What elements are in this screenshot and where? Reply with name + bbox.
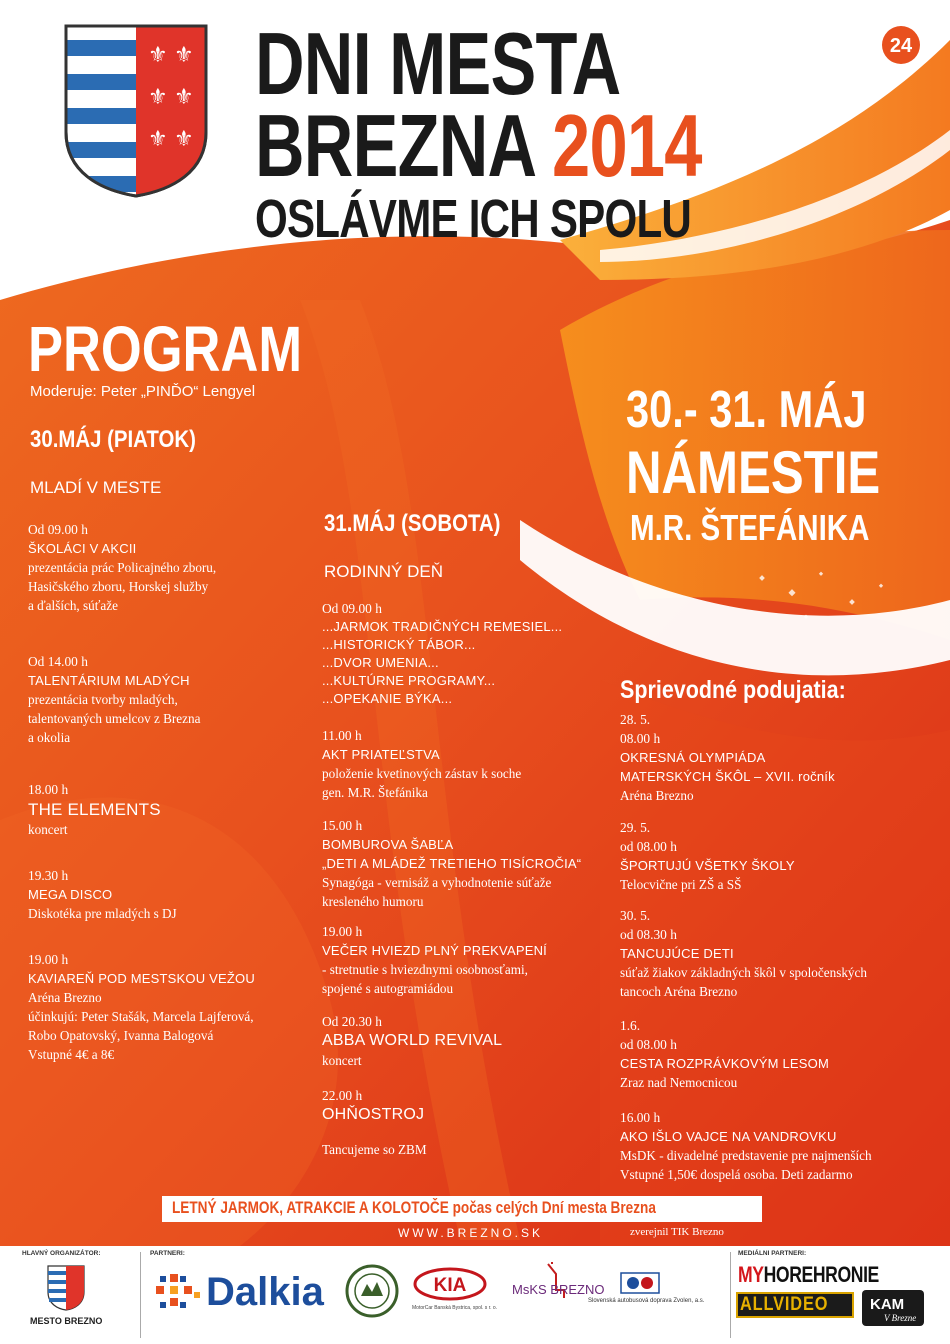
- event-detail: spojené s autogramiádou: [322, 981, 454, 996]
- mesto-brezno-crest-icon: [46, 1264, 86, 1312]
- event-time: 22.00 h: [322, 1088, 363, 1103]
- strip-divider: [140, 1252, 141, 1338]
- day2-heading: 31.MÁJ (SOBOTA): [324, 510, 501, 537]
- day2-subtitle: RODINNÝ DEŇ: [324, 562, 444, 581]
- msks-text: MsKS BREZNO: [512, 1282, 605, 1297]
- event-detail: a ďalších, súťaže: [28, 598, 118, 613]
- event-detail: talentovaných umelcov z Brezna: [28, 711, 201, 726]
- event-name: MEGA DISCO: [28, 887, 113, 902]
- event-detail: tancoch Aréna Brezno: [620, 984, 738, 999]
- event-dates: 30.- 31. MÁJ: [626, 381, 867, 439]
- event-detail: gen. M.R. Štefánika: [322, 785, 428, 800]
- kia-logo-icon: [412, 1266, 488, 1302]
- myh-my: MY: [738, 1262, 764, 1287]
- event-time: 15.00 h: [322, 818, 363, 833]
- event-date: 28. 5.: [620, 712, 651, 727]
- day2-event-7: [322, 1140, 427, 1159]
- event-date: 29. 5.: [620, 820, 651, 835]
- event-date: 30. 5.: [620, 908, 651, 923]
- event-name: CESTA ROZPRÁVKOVÝM LESOM: [620, 1056, 829, 1071]
- day1-event-1: [28, 520, 216, 615]
- event-name: OKRESNÁ OLYMPIÁDA: [620, 750, 766, 765]
- event-time: od 08.00 h: [620, 1037, 677, 1052]
- event-detail: Vstupné 4€ a 8€: [28, 1047, 115, 1062]
- svg-text:⚜: ⚜: [174, 127, 194, 152]
- svg-text:⚜: ⚜: [148, 43, 168, 68]
- event-time: 19.00 h: [322, 924, 363, 939]
- published-by: zverejnil TIK Brezno: [630, 1226, 724, 1238]
- event-time: 19.00 h: [28, 952, 69, 967]
- side-events-heading: Sprievodné podujatia:: [620, 676, 846, 704]
- myh-horehronie: HOREHRONIE: [763, 1262, 879, 1287]
- 24-logo-icon: [880, 24, 922, 66]
- kam-text: KAM: [870, 1296, 905, 1313]
- svg-text:⚜: ⚜: [174, 85, 194, 110]
- event-time: 18.00 h: [28, 782, 69, 797]
- event-detail: Telocvične pri ZŠ a SŠ: [620, 877, 742, 892]
- msks-logo-icon: [508, 1260, 605, 1322]
- strip-divider: [730, 1252, 731, 1338]
- side-event-5: [620, 1108, 872, 1184]
- title-slogan: OSLÁVME ICH SPOLU: [255, 189, 692, 249]
- event-time: Od 20.30 h: [322, 1014, 382, 1029]
- event-time: 08.00 h: [620, 731, 661, 746]
- day2-event-6: [322, 1086, 424, 1125]
- event-detail: Aréna Brezno: [28, 990, 102, 1005]
- event-detail: kresleného humoru: [322, 894, 424, 909]
- event-name: VEČER HVIEZD PLNÝ PREKVAPENÍ: [322, 943, 547, 958]
- event-detail: MsDK - divadelné predstavenie pre najmenších: [620, 1148, 872, 1163]
- organizer-name: MESTO BREZNO: [30, 1316, 103, 1326]
- event-time: Od 14.00 h: [28, 654, 88, 669]
- sad-logo-icon: [620, 1272, 660, 1294]
- event-detail: účinkujú: Peter Stašák, Marcela Lajferová,: [28, 1009, 254, 1024]
- event-detail: prezentácia tvorby mladých,: [28, 692, 178, 707]
- day2-event-3: [322, 816, 581, 911]
- event-name: TANCUJÚCE DETI: [620, 946, 734, 961]
- event-name: ŠKOLÁCI V AKCII: [28, 541, 137, 556]
- event-time: Od 09.00 h: [322, 601, 382, 616]
- poster-title: [255, 14, 815, 249]
- myhorehronie-logo: [738, 1262, 879, 1288]
- event-date: 1.6.: [620, 1018, 641, 1033]
- moderator-text: Moderuje: Peter „PINĎO“ Lengyel: [30, 383, 256, 400]
- event-time: od 08.00 h: [620, 839, 677, 854]
- seal-logo-icon: [345, 1264, 399, 1318]
- day1-event-5: [28, 950, 255, 1064]
- event-name: TALENTÁRIUM MLADÝCH: [28, 673, 190, 688]
- day1-event-2: [28, 652, 200, 747]
- event-name: THE ELEMENTS: [28, 800, 161, 819]
- event-detail: koncert: [28, 822, 68, 837]
- event-name: AKT PRIATEĽSTVA: [322, 747, 440, 762]
- venue-name: NÁMESTIE: [626, 439, 881, 506]
- venue-subname: M.R. ŠTEFÁNIKA: [630, 507, 870, 548]
- event-detail: ...OPEKANIE BÝKA...: [322, 691, 453, 706]
- day1-event-4: [28, 866, 177, 923]
- event-detail: MATERSKÝCH ŠKÔL – XVII. ročník: [620, 769, 835, 784]
- event-detail: a okolia: [28, 730, 71, 745]
- banner-bold: LETNÝ JARMOK, ATRAKCIE A KOLOTOČE: [172, 1198, 449, 1217]
- svg-text:⚜: ⚜: [148, 127, 168, 152]
- event-name: AKO IŠLO VAJCE NA VANDROVKU: [620, 1129, 837, 1144]
- partners-label: PARTNERI:: [150, 1250, 185, 1257]
- event-detail: Synagóga - vernisáž a vyhodnotenie súťaže: [322, 875, 552, 890]
- dalkia-name: Dalkia: [206, 1270, 324, 1314]
- event-detail: Vstupné 1,50€ dospelá osoba. Deti zadarmo: [620, 1167, 853, 1182]
- event-detail: Tancujeme so ZBM: [322, 1142, 427, 1157]
- event-detail: Zraz nad Nemocnicou: [620, 1075, 738, 1090]
- day2-event-2: [322, 726, 521, 802]
- side-event-3: [620, 906, 867, 1001]
- fair-banner-text: [172, 1198, 656, 1218]
- event-detail: prezentácia prác Policajného zboru,: [28, 560, 217, 575]
- badge-24-text: 24: [889, 35, 913, 57]
- title-line-1: DNI MESTA: [255, 14, 621, 113]
- event-detail: - stretnutie s hviezdnymi osobnosťami,: [322, 962, 528, 977]
- day1-event-3: [28, 780, 161, 839]
- event-time: 16.00 h: [620, 1110, 661, 1125]
- day2-event-1: [322, 600, 562, 708]
- day1-heading: 30.MÁJ (PIATOK): [30, 426, 196, 453]
- title-year: 2014: [552, 96, 702, 195]
- kam-sub: V Brezne: [884, 1313, 917, 1323]
- kam-v-brezne-logo-icon: [862, 1290, 924, 1326]
- kia-dealer: MotorCar Banská Bystrica, spol. s r. o.: [412, 1305, 498, 1311]
- event-time: od 08.30 h: [620, 927, 677, 942]
- brezno-crest-icon: [62, 22, 210, 198]
- day2-event-4: [322, 922, 547, 998]
- kia-text: KIA: [433, 1275, 467, 1296]
- allvideo-text: ALLVIDEO: [740, 1294, 829, 1315]
- event-detail: Aréna Brezno: [620, 788, 694, 803]
- side-event-1: [620, 710, 835, 805]
- event-name: OHŇOSTROJ: [322, 1106, 425, 1123]
- event-detail: ...KULTÚRNE PROGRAMY...: [322, 673, 496, 688]
- organizer-label: HLAVNÝ ORGANIZÁTOR:: [22, 1250, 101, 1257]
- event-time: 11.00 h: [322, 728, 362, 743]
- event-name: KAVIAREŇ POD MESTSKOU VEŽOU: [28, 971, 255, 986]
- sad-name: Slovenská autobusová doprava Zvolen, a.s.: [588, 1298, 705, 1304]
- side-event-2: [620, 818, 795, 894]
- title-brezna: BREZNA: [255, 96, 553, 195]
- event-detail: Diskotéka pre mladých s DJ: [28, 906, 177, 921]
- event-detail: ...DVOR UMENIA...: [322, 655, 439, 670]
- day1-subtitle: MLADÍ V MESTE: [30, 478, 162, 497]
- event-detail: Robo Opatovský, Ivanna Balogová: [28, 1028, 214, 1043]
- event-detail: položenie kvetinových zástav k soche: [322, 766, 522, 781]
- website-link[interactable]: WWW.BREZNO.SK: [398, 1226, 543, 1240]
- side-event-4: [620, 1016, 829, 1092]
- event-detail: ...JARMOK TRADIČNÝCH REMESIEL...: [322, 619, 563, 634]
- event-detail: ...HISTORICKÝ TÁBOR...: [322, 637, 476, 652]
- event-detail: Hasičského zboru, Horskej služby: [28, 579, 209, 594]
- event-name: BOMBUROVA ŠABĽA: [322, 837, 454, 852]
- day2-event-5: [322, 1012, 502, 1070]
- media-label: MEDIÁLNI PARTNERI:: [738, 1250, 807, 1257]
- dalkia-logo-icon: [150, 1272, 202, 1316]
- program-heading: PROGRAM: [28, 313, 303, 385]
- svg-text:⚜: ⚜: [148, 85, 168, 110]
- event-detail: súťaž žiakov základných škôl v spoločenských: [620, 965, 867, 980]
- event-time: 19.30 h: [28, 868, 69, 883]
- event-name: ABBA WORLD REVIVAL: [322, 1032, 503, 1049]
- event-detail: koncert: [322, 1053, 362, 1068]
- event-detail: „DETI A MLÁDEŽ TRETIEHO TISÍCROČIA“: [322, 856, 582, 871]
- event-name: ŠPORTUJÚ VŠETKY ŠKOLY: [620, 858, 795, 873]
- title-line-2: [255, 96, 702, 195]
- svg-text:⚜: ⚜: [174, 43, 194, 68]
- event-time: Od 09.00 h: [28, 522, 88, 537]
- banner-rest: počas celých Dní mesta Brezna: [448, 1198, 656, 1217]
